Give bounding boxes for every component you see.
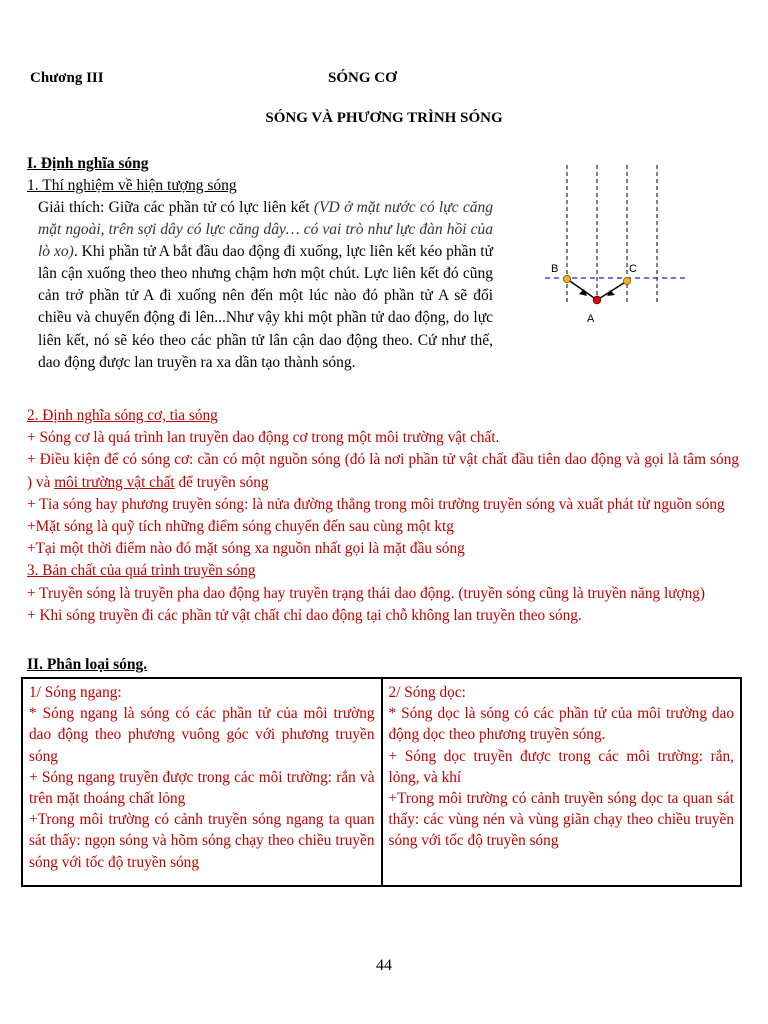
- longitudinal-definition: * Sóng dọc là sóng có các phần tử của môi trường dao động dọc theo phương truyền sóng.: [388, 705, 734, 744]
- string-right: [597, 281, 627, 300]
- longitudinal-observation: +Trong môi trường có cảnh truyền sóng dọc ta quan sát thấy: các vùng nén và vùng giãn chạy theo chiều truyền sóng với tốc độ truyền sóng: [388, 790, 734, 850]
- label-b: B: [551, 263, 559, 275]
- label-c: C: [629, 263, 637, 275]
- phase-propagation-line: + Truyền sóng là truyền pha dao động hay truyền trạng thái dao động. (truyền sóng cũng là truyền năng lượng): [27, 584, 705, 602]
- wave-types-table: [21, 677, 742, 887]
- longitudinal-title: 2/ Sóng dọc:: [388, 684, 466, 701]
- wave-definition-line: + Sóng cơ là quá trình lan truyền dao động cơ trong một môi trường vật chất.: [27, 429, 500, 447]
- wave-experiment-figure: [540, 165, 690, 340]
- transverse-wave-cell: [22, 678, 382, 886]
- label-a: A: [587, 313, 595, 325]
- explanation-body: . Khi phần tử A bắt đầu dao động đi xuống, lực liên kết kéo phần tử lân cận xuống theo theo nhưng chậm hơn một chút. Lực liên kết đó cũng cản trở phần tử A đi xuống nên đến một lúc nào đó phần tử A sẽ đổi chiều và chuyển động đi lên...Như vậy khi một phần tử dao động, do lực liên kết, nó sẽ kéo theo các phần tử lân cận dao động theo. Cứ như thế, dao động được lan truyền ra xa dần tạo thành sóng.: [38, 243, 493, 371]
- leading-wavefront-line: +Tại một thời điểm nào đó mặt sóng xa nguồn nhất gọi là mặt đầu sóng: [27, 540, 465, 558]
- string-left: [567, 279, 597, 300]
- transverse-media: + Sóng ngang truyền được trong các môi trường: rắn và trên mặt thoáng chất lỏng: [29, 768, 375, 808]
- condition-end: để truyền sóng: [174, 473, 269, 491]
- point-b: [563, 275, 570, 282]
- condition-text: + Điều kiện để có sóng cơ: cần có một nguồn sóng (đó là nơi phần tử vật chất đầu tiên dao động và gọi là tâm sóng ) và: [27, 451, 739, 491]
- page-number: 44: [376, 957, 392, 974]
- wave-ray-line: + Tia sóng hay phương truyền sóng: là nửa đường thẳng trong môi trường truyền sóng và xuất phát từ nguồn sóng: [27, 495, 725, 513]
- transverse-definition: * Sóng ngang là sóng có các phần tử của môi trường dao động theo phương vuông góc với phương truyền sóng: [29, 705, 375, 765]
- section-heading-classification: II. Phân loại sóng.: [27, 656, 148, 673]
- longitudinal-media: + Sóng dọc truyền được trong các môi trường: rắn, lỏng, và khí: [388, 747, 734, 786]
- section-mechanical-wave: [27, 405, 739, 627]
- subsection-heading-experiment: 1. Thí nghiệm về hiện tượng sóng: [27, 177, 237, 194]
- wavefront-line: +Mặt sóng là quỹ tích những điểm sóng chuyển đến sau cùng một ktg: [27, 518, 454, 536]
- page-title: SÓNG VÀ PHƯƠNG TRÌNH SÓNG: [265, 110, 503, 126]
- wave-condition-line: [27, 449, 739, 493]
- condition-medium: môi trường vật chất: [54, 473, 175, 491]
- chapter-label: Chương III: [30, 70, 104, 86]
- transverse-title: 1/ Sóng ngang:: [29, 684, 122, 701]
- particle-oscillation-line: + Khi sóng truyền đi các phần tử vật chất chỉ dao động tại chỗ không lan truyền theo sóng.: [27, 606, 582, 624]
- explanation-lead: Giải thích: Giữa các phần tử có lực liên kết: [38, 199, 314, 216]
- experiment-explanation: [38, 197, 493, 374]
- subsection-heading-nature: 3. Bản chất của quá trình truyền sóng: [27, 562, 256, 580]
- chapter-topic: SÓNG CƠ: [328, 70, 397, 86]
- subsection-heading-definition: 2. Định nghĩa sóng cơ, tia sóng: [27, 407, 218, 424]
- point-c: [623, 277, 630, 284]
- transverse-observation: +Trong môi trường có cảnh truyền sóng ngang ta quan sát thấy: ngọn sóng và hõm sóng chạy theo chiều truyền sóng với tốc độ truyền sóng: [29, 811, 375, 871]
- point-a: [593, 296, 601, 304]
- section-heading-definition: I. Định nghĩa sóng: [27, 155, 149, 172]
- longitudinal-wave-cell: [382, 678, 742, 886]
- explanation-example: (VD ở mặt nước có lực căng mặt ngoài, trên sợi dây có lực căng dây… có vai trò như lực đàn hồi của lò xo): [38, 199, 493, 261]
